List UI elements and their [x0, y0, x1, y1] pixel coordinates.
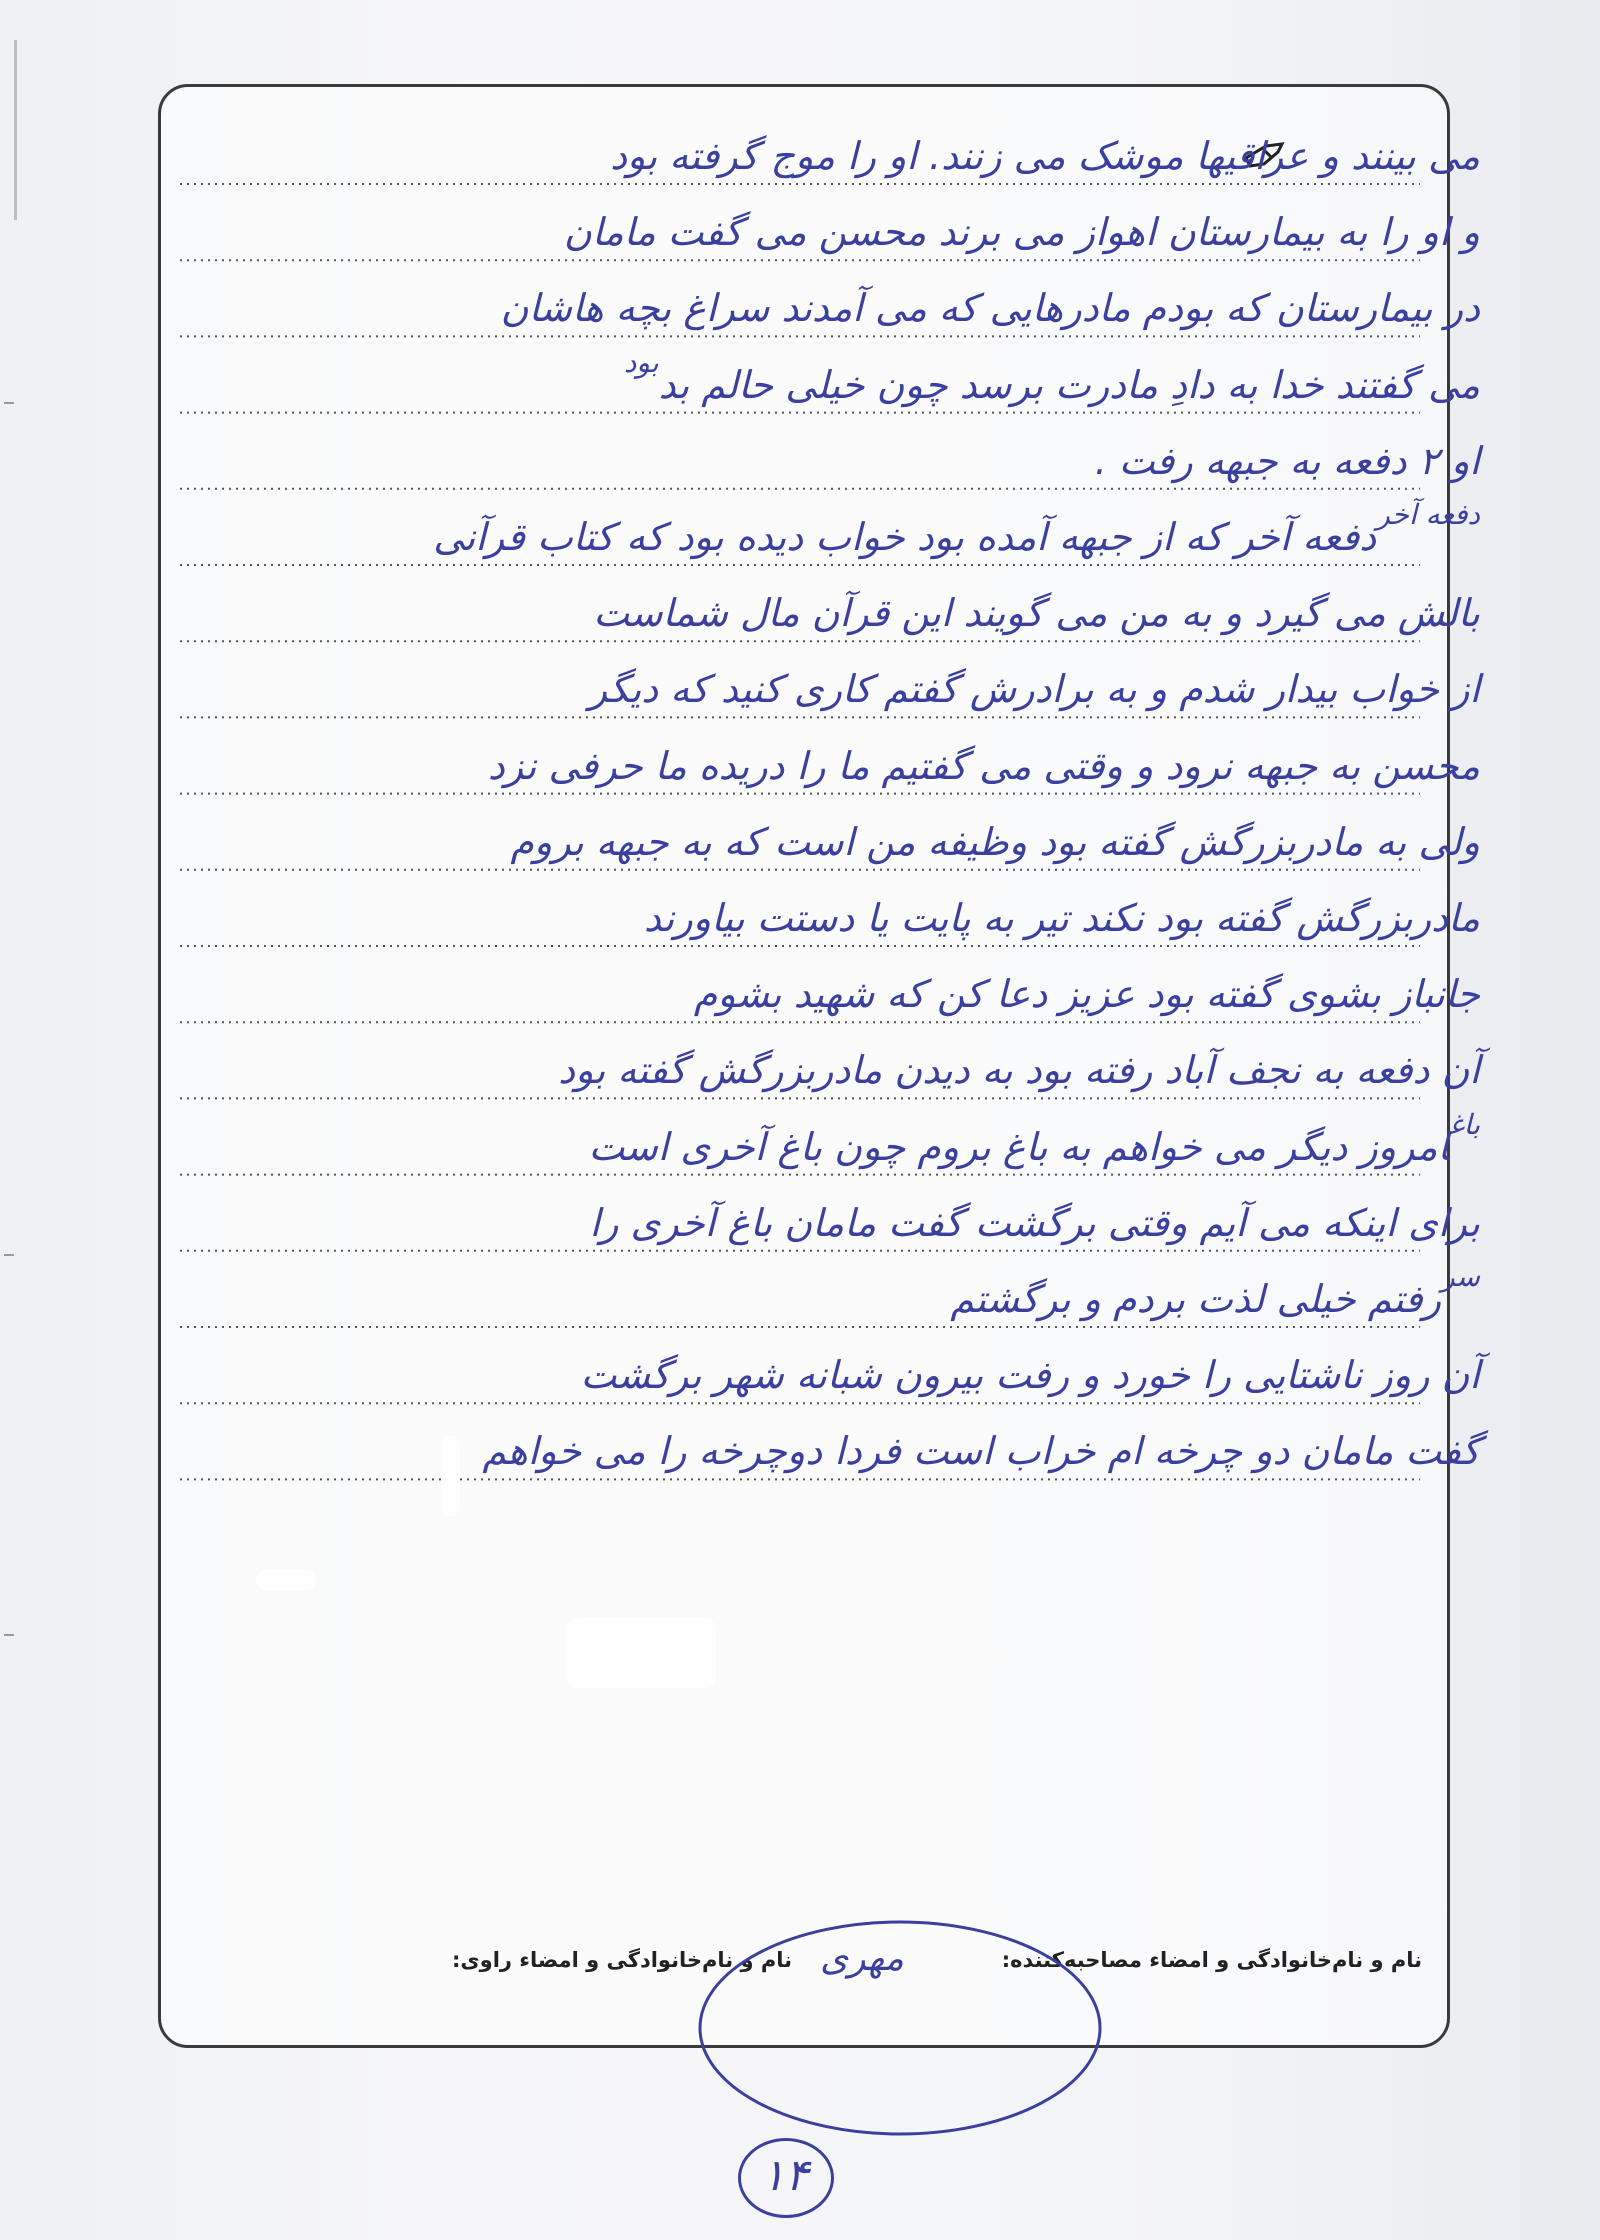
line-text: می گفتند خدا به دادِ مادرت برسد چون خیلی حالم بد [658, 362, 1480, 407]
interviewer-signature: مهری [820, 1938, 904, 1979]
line-text: برای اینکه می آیم وقتی برگشت گفت مامان باغ آخری را [589, 1200, 1480, 1245]
line-text: مادربزرگش گفته بود نکند تیر به پایت یا دستت بیاورند [643, 896, 1480, 940]
inserted-word: باغ [1449, 1107, 1480, 1141]
handwritten-line [120, 1345, 1480, 1405]
correction-fluid-mark [256, 1570, 316, 1590]
handwritten-line [120, 1260, 1480, 1333]
line-text: در بیمارستان که بودم مادرهایی که می آمدند سراغ بچه هاشان [500, 286, 1480, 331]
line-text: بالش می گیرد و به من می گویند این قرآن مال شماست [593, 591, 1480, 636]
handwritten-line [120, 345, 1480, 419]
handwritten-line [120, 431, 1480, 491]
line-text: محسن به جبهه نرود و وقتی می گفتیم ما را دریده ما حرفی نزد [487, 743, 1480, 788]
correction-fluid-mark [566, 1618, 716, 1688]
inserted-word: دفعه آخر [1376, 498, 1480, 531]
handwritten-line [120, 1193, 1480, 1253]
handwritten-line [120, 278, 1480, 338]
line-text: رفتم خیلی لذت بردم و برگشتم [950, 1277, 1442, 1321]
handwritten-line [120, 126, 1480, 186]
line-text: ولی به مادربزرگش گفته بود وظیفه من است که به جبهه بروم [510, 819, 1480, 864]
line-text: او ۲ دفعه به جبهه رفت . [1094, 438, 1480, 483]
handwritten-line [120, 736, 1480, 796]
handwritten-line [120, 1107, 1480, 1181]
handwritten-line [120, 498, 1480, 571]
handwritten-line [120, 583, 1480, 643]
inserted-word: سر [1441, 1260, 1480, 1293]
line-text: از خواب بیدار شدم و به برادرش گفتم کاری کنید که دیگر [588, 667, 1480, 712]
handwritten-line [120, 1040, 1480, 1100]
signature-oval [690, 1908, 1110, 2148]
line-text: و او را به بیمارستان اهواز می برند محسن می گفت مامان [563, 210, 1480, 255]
interviewer-label: نام و نام‌خانوادگی و امضاء مصاحبه‌کننده: [1001, 1948, 1422, 1972]
handwritten-line [120, 812, 1480, 872]
line-text: آن دفعه به نجف آباد رفته بود به دیدن مادربزرگش گفته بود [558, 1048, 1480, 1093]
handwritten-line [120, 888, 1480, 948]
narrator-label: نام و نام‌خانوادگی و امضاء راوی: [452, 1948, 792, 1972]
line-text: می بینند و عراقیها موشک می زنند. او را موج گرفته بود [610, 134, 1480, 178]
margin-note: بود [623, 345, 659, 379]
handwritten-line [120, 964, 1480, 1024]
line-text: آن روز ناشتایی را خورد و رفت بیرون شبانه شهر برگشت [580, 1353, 1480, 1398]
handwritten-line [120, 659, 1480, 719]
line-text: دفعه آخر که از جبهه آمده بود خواب دیده بود که کتاب قرآنی [433, 515, 1377, 559]
correction-fluid-mark [442, 1436, 460, 1516]
line-text: امروز دیگر می خواهم به باغ بروم چون باغ آخری است [588, 1124, 1450, 1169]
line-text: جانباز بشوی گفته بود عزیز دعا کن که شهید بشوم [693, 972, 1480, 1017]
page-number: ۱۴ [761, 2150, 809, 2201]
handwritten-line [120, 202, 1480, 262]
line-text: گفت مامان دو چرخه ام خراب است فردا دوچرخه را می خواهم [482, 1429, 1480, 1474]
handwritten-line [120, 1421, 1480, 1481]
